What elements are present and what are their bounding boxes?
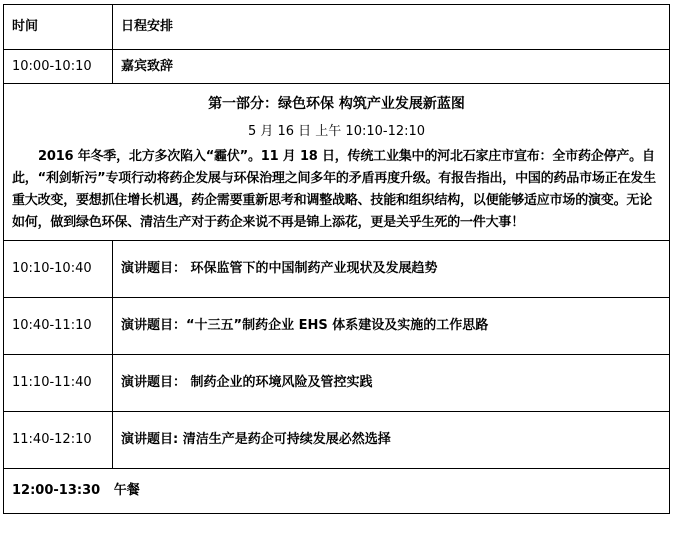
row-time: 10:40-11:10 [4,298,113,355]
row-time: 10:10-10:40 [4,241,113,298]
row-time: 11:10-11:40 [4,355,113,412]
table-header-row [4,5,670,50]
row-time: 10:00-10:10 [4,50,113,84]
header-agenda: 日程安排 [113,5,670,50]
table-row [4,412,670,469]
row-topic: 演讲题目：“十三五”制药企业 EHS 体系建设及实施的工作思路 [113,298,670,355]
table-row [4,241,670,298]
table-row [4,355,670,412]
schedule-table [3,4,670,514]
header-time: 时间 [4,5,113,50]
row-topic: 演讲题目: 清洁生产是药企可持续发展必然选择 [113,412,670,469]
lunch-text: 12:00-13:30 午餐 [4,469,670,514]
section-intro-cell [4,84,670,241]
table-row [4,298,670,355]
section-title: 第一部分：绿色环保 构筑产业发展新蓝图 [208,96,465,112]
row-topic: 嘉宾致辞 [113,50,670,84]
section-intro-row [4,84,670,241]
row-topic: 演讲题目： 环保监管下的中国制药产业现状及发展趋势 [113,241,670,298]
table-row [4,50,670,84]
row-time: 11:40-12:10 [4,412,113,469]
row-topic: 演讲题目： 制药企业的环境风险及管控实践 [113,355,670,412]
section-date: 5 月 16 日 上午 10:10-12:10 [247,124,426,139]
section-description: 2016 年冬季，北方多次陷入“霾伏”。11 月 18 日，传统工业集中的河北石家庄市宣布：全市药企停产。自此，“利剑斩污”专项行动将药企发展与环保治理之间多年的矛盾再度升级。有报告指出，中国的药品市场正在发生重大改变，要想抓住增长机遇，药企需要重新思考和调整战略、技能和组织结构，以便能够适应市场的演变。无论如何，做到绿色环保、清洁生产对于药企来说不再是锦上添花，更是关乎生死的一件大事！ [12,149,656,230]
lunch-row [4,469,670,514]
